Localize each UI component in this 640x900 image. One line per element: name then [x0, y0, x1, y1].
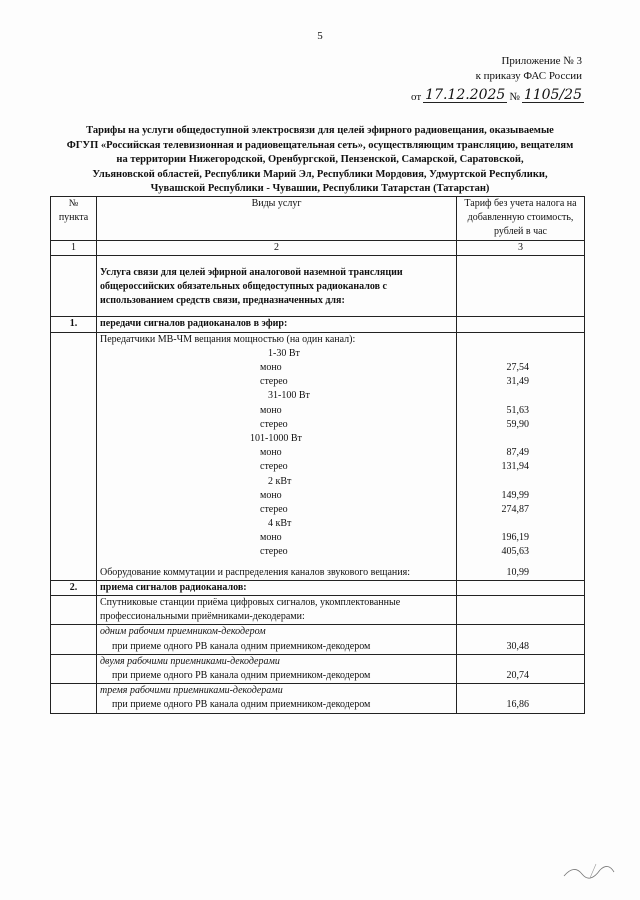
order-number-label: № [509, 91, 520, 103]
values-list [460, 333, 581, 580]
receiver-item: при приеме одного РВ канала одним приемником-декодером [112, 640, 371, 652]
satellite-label: Спутниковые станции приёма цифровых сигналов, укомплектованные профессиональными приёмниками-декодерами: [97, 596, 457, 625]
transmitters-list [100, 333, 453, 580]
col-number: 1 [51, 240, 97, 255]
page-number: 5 [317, 30, 323, 42]
values-cell [457, 654, 585, 683]
mono-label: моно [260, 404, 282, 416]
receiver-group-row [51, 684, 585, 713]
mono-label: моно [260, 489, 282, 501]
empty-cell [51, 596, 97, 625]
tariff-value: 274,87 [501, 503, 529, 515]
title-line: Ульяновской областей, Республики Марий Эл, Республики Мордовия, Удмуртской Республики, [92, 168, 548, 180]
switching-label: Оборудование коммутации и распределения каналов звукового вещания: [100, 566, 410, 578]
empty-cell [457, 317, 585, 332]
receiver-group-header: двумя рабочими приемниками-декодерами [100, 655, 280, 667]
title-line: на территории Нижегородской, Оренбургской, Пензенской, Самарской, Саратовской, [116, 154, 524, 165]
tariff-value: 16,86 [506, 699, 529, 711]
power-label: 1-30 Вт [268, 347, 300, 359]
values-cell [457, 332, 585, 580]
receiver-group-cell [97, 625, 457, 654]
signature-mark [560, 858, 620, 882]
stereo-label: стерео [260, 546, 288, 558]
tariff-value: 405,63 [501, 546, 529, 558]
receiver-group-row [51, 625, 585, 654]
satellite-row [51, 596, 585, 625]
appendix-line2: к приказу ФАС России [475, 70, 582, 82]
power-label: 31-100 Вт [268, 390, 310, 402]
power-label: 101-1000 Вт [250, 432, 302, 444]
tariff-value: 59,90 [506, 418, 529, 430]
empty-cell [51, 654, 97, 683]
power-label: 4 кВт [268, 518, 292, 530]
tariff-value: 30,48 [506, 640, 529, 652]
power-label: 2 кВт [268, 475, 292, 487]
section-number: 1. [51, 317, 97, 332]
transmitters-label: Передатчики МВ-ЧМ вещания мощностью (на один канал): [100, 333, 356, 345]
empty-cell [51, 255, 97, 317]
mono-label: моно [260, 532, 282, 544]
stereo-label: стерео [260, 503, 288, 515]
transmitters-cell [97, 332, 457, 580]
document-title [60, 124, 580, 197]
empty-cell [51, 684, 97, 713]
receiver-group-cell [97, 654, 457, 683]
empty-cell [457, 580, 585, 595]
tariff-value: 51,63 [506, 404, 529, 416]
appendix-line1: Приложение № 3 [501, 55, 582, 67]
tariff-value: 196,19 [501, 532, 529, 544]
order-from-label: от [410, 91, 422, 103]
order-date: 17.12.2025 [425, 87, 506, 103]
receiver-item: при приеме одного РВ канала одним приемником-декодером [112, 699, 371, 711]
mono-label: моно [260, 447, 282, 459]
section-title: передачи сигналов радиоканалов в эфир: [97, 317, 457, 332]
appendix-header [476, 54, 582, 84]
mono-label: моно [260, 362, 282, 373]
service-description: Услуга связи для целей эфирной аналоговой наземной трансляции общероссийских обязательных общедоступных радиоканалов с использованием средств связи, предназначенных для: [97, 255, 457, 317]
order-number: 1105/25 [523, 87, 582, 103]
header-service-types: Виды услуг [97, 197, 457, 241]
title-line: Чувашской Республики - Чувашии, Республики Татарстан (Татарстан) [150, 183, 490, 194]
receiver-group-header: одним рабочим приемником-декодером [100, 626, 266, 638]
table-header-row [51, 197, 585, 241]
receiver-group-cell [97, 684, 457, 713]
section-title: приема сигналов радиоканалов: [97, 580, 457, 595]
tariff-value: 27,54 [506, 362, 529, 373]
tariff-value: 131,94 [501, 461, 529, 473]
tariff-value: 31,49 [506, 376, 529, 388]
transmitters-row [51, 332, 585, 580]
order-date-line [411, 88, 584, 103]
title-line: Тарифы на услуги общедоступной электросвязи для целей эфирного радиовещания, оказываемые [86, 125, 554, 136]
receiver-group-row [51, 654, 585, 683]
tariff-value: 149,99 [501, 489, 529, 501]
header-item-number: № пункта [51, 197, 97, 241]
receiver-item: при приеме одного РВ канала одним приемником-декодером [112, 670, 371, 682]
tariff-value: 20,74 [506, 670, 529, 682]
tariff-table [50, 196, 585, 714]
values-cell [457, 625, 585, 654]
empty-cell [457, 596, 585, 625]
stereo-label: стерео [260, 461, 288, 473]
empty-cell [51, 332, 97, 580]
empty-cell [51, 625, 97, 654]
header-tariff: Тариф без учета налога на добавленную стоимость, рублей в час [457, 197, 585, 241]
values-cell [457, 684, 585, 713]
stereo-label: стерео [260, 376, 288, 388]
tariff-value: 87,49 [506, 447, 529, 459]
col-number: 2 [97, 240, 457, 255]
section-number: 2. [51, 580, 97, 595]
column-number-row [51, 240, 585, 255]
section-row [51, 580, 585, 595]
title-line: ФГУП «Российская телевизионная и радиовещательная сеть», осуществляющим трансляцию, вещателям [66, 139, 574, 151]
service-description-row [51, 255, 585, 317]
tariff-value: 10,99 [506, 566, 529, 578]
section-row [51, 317, 585, 332]
empty-cell [457, 255, 585, 317]
receiver-group-header: тремя рабочими приемниками-декодерами [100, 685, 283, 697]
stereo-label: стерео [260, 418, 288, 430]
col-number: 3 [457, 240, 585, 255]
